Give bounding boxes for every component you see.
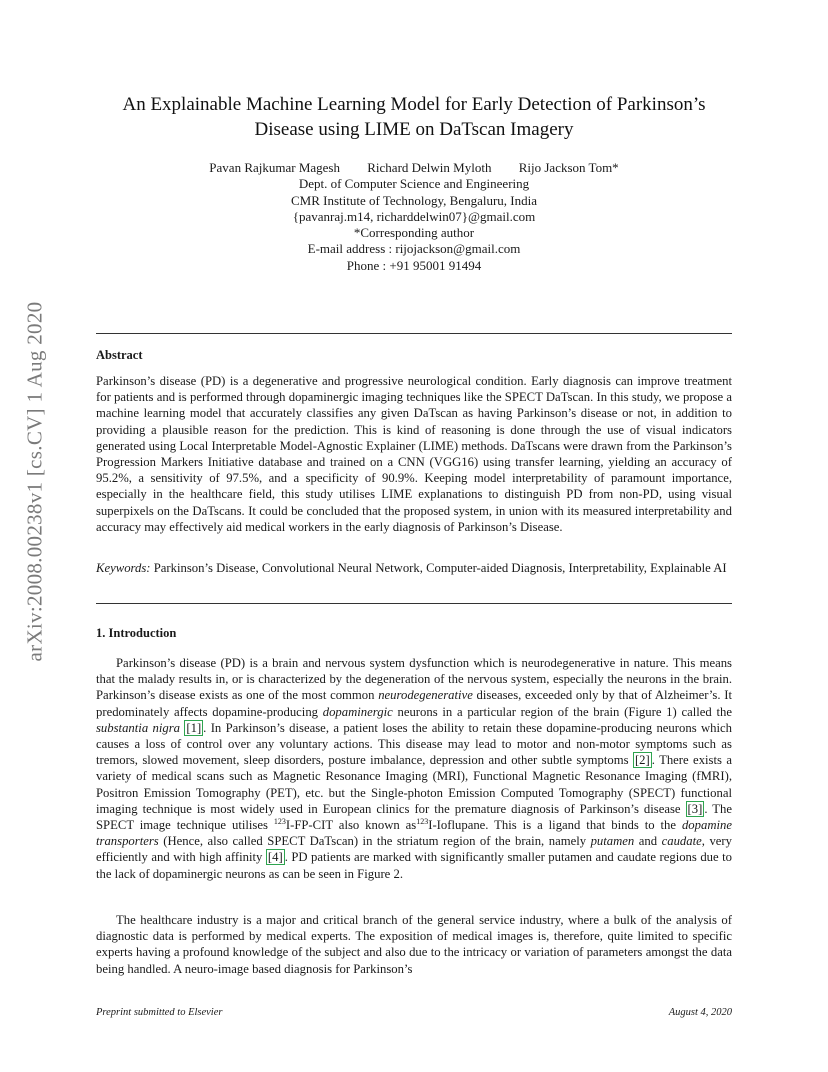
citation-link[interactable]: [3] — [687, 801, 703, 816]
abstract-text: Parkinson’s disease (PD) is a degenerative and progressive neurological condition. Early diagnosis can improve treatment for patients and is performed through dopaminergic imaging techniques like the SPECT DaTscan. In this study, we propose a machine learning model that accurately classifies any given DaTscan as having Parkinson’s disease or not, in addition to providing a plausible reason for the prediction. This is kind of reasoning is done through the use of visual indicators generated using Local Interpretable Model-Agnostic Explainer (LIME) methods. DaTscans were drawn from the Parkinson’s Progression Markers Initiative database and trained on a CNN (VGG16) using transfer learning, yielding an accuracy of 95.2%, a sensitivity of 97.5%, and a specificity of 90.9%. Keeping model interpretability of paramount importance, especially in the healthcare field, this study utilises LIME explanations to distinguish PD from non-PD, using visual superpixels on the DaTscans. It could be concluded that the proposed system, in union with its measured interpretability and accuracy may effectively aid medical workers in the early diagnosis of Parkinson’s Disease. — [96, 374, 732, 534]
footer-date: August 4, 2020 — [668, 1007, 732, 1018]
author-emails: {pavanraj.m14, richarddelwin07}@gmail.com — [292, 208, 536, 224]
department: Dept. of Computer Science and Engineering — [298, 176, 530, 192]
citation-link[interactable]: [1] — [186, 720, 202, 735]
footer-preprint-note: Preprint submitted to Elsevier — [96, 1007, 223, 1018]
abstract-bottom-rule — [96, 603, 732, 604]
keywords — [96, 560, 732, 576]
paper-title — [80, 92, 748, 142]
section-heading-introduction: 1. Introduction — [96, 626, 177, 640]
institute: CMR Institute of Technology, Bengaluru, India — [290, 192, 538, 208]
author-name: Rijo Jackson Tom* — [518, 160, 619, 175]
keywords-list: Parkinson’s Disease, Convolutional Neural Network, Computer-aided Diagnosis, Interpretability, Explainable AI — [153, 561, 727, 575]
intro-paragraph-1: Parkinson’s disease (PD) is a brain and nervous system dysfunction which is neurodegenerative in nature. This means that the malady results in, or is characterized by the degeneration of the nervous system, especially the neurons in the brain. Parkinson’s disease exists as one of the most common neurodegenerative diseases, exceeded only by that of Alzheimer’s. It predominately affects dopamine-producing dopaminergic neurons in a particular region of the brain (Figure 1) called the substantia nigra [1] . In Parkinson’s disease, a patient loses the ability to retain these dopamine-producing neurons which causes a loss of control over any voluntary actions. This disease may lead to motor and non-motor symptoms such as tremors, slowed movement, sleep disorders, posture imbalance, depression and other subtle symptoms [2] . There exists a variety of medical scans such as Magnetic Resonance Imaging (MRI), Functional Magnetic Resonance Imaging (fMRI), Positron Emission Tomography (PET), etc. but the Single-photon Emission Computed Tomography (SPECT) functional imaging technique is most widely used in European clinics for the premature diagnosis of Parkinson’s disease [3] . The SPECT image technique utilises $^{123}$I-FP-CIT also known $as^{123}I$-Ioflupane. This is a ligand that binds to the dopamine transporters (Hence, also called SPECT DaTscan) in the striatum region of the brain, namely putamen and caudate, very efficiently and with high affinity [4] . PD patients are marked with significantly smaller putamen and caudate regions due to the lack of dopaminergic neurons as can be seen in Figure 2. — [96, 656, 732, 881]
author-name: Pavan Rajkumar Magesh — [209, 160, 340, 175]
citation-link[interactable]: [4] — [267, 850, 283, 865]
arxiv-sidebar — [14, 286, 56, 676]
title-line-2: Disease using LIME on DaTscan Imagery — [254, 119, 574, 140]
corresponding-note: *Corresponding author — [353, 225, 475, 241]
contact-phone: Phone : +91 95001 91494 — [346, 257, 482, 273]
author-name: Richard Delwin Myloth — [367, 160, 492, 175]
author-block — [80, 160, 748, 274]
citation-link[interactable]: [2] — [634, 753, 650, 768]
title-line-1: An Explainable Machine Learning Model for Early Detection of Parkinson’s — [122, 94, 706, 115]
abstract-heading: Abstract — [96, 348, 143, 362]
keywords-label: Keywords: — [96, 561, 151, 575]
arxiv-identifier: arXiv:2008.00238v1 [cs.CV] 1 Aug 2020 — [22, 301, 47, 661]
author-list — [80, 160, 748, 176]
intro-paragraph-2: The healthcare industry is a major and critical branch of the general service industry, where a bulk of the analysis of diagnostic data is performed by medical experts. The exposition of medical images is, therefore, quite limited to specific experts having a profound knowledge of the subject and also due to the intricacy or variation of parameters amongst the data being handled. A neuro-image based diagnosis for Parkinson’s — [96, 913, 732, 976]
contact-email: E-mail address : rijojackson@gmail.com — [307, 241, 521, 257]
abstract-top-rule — [96, 333, 732, 334]
